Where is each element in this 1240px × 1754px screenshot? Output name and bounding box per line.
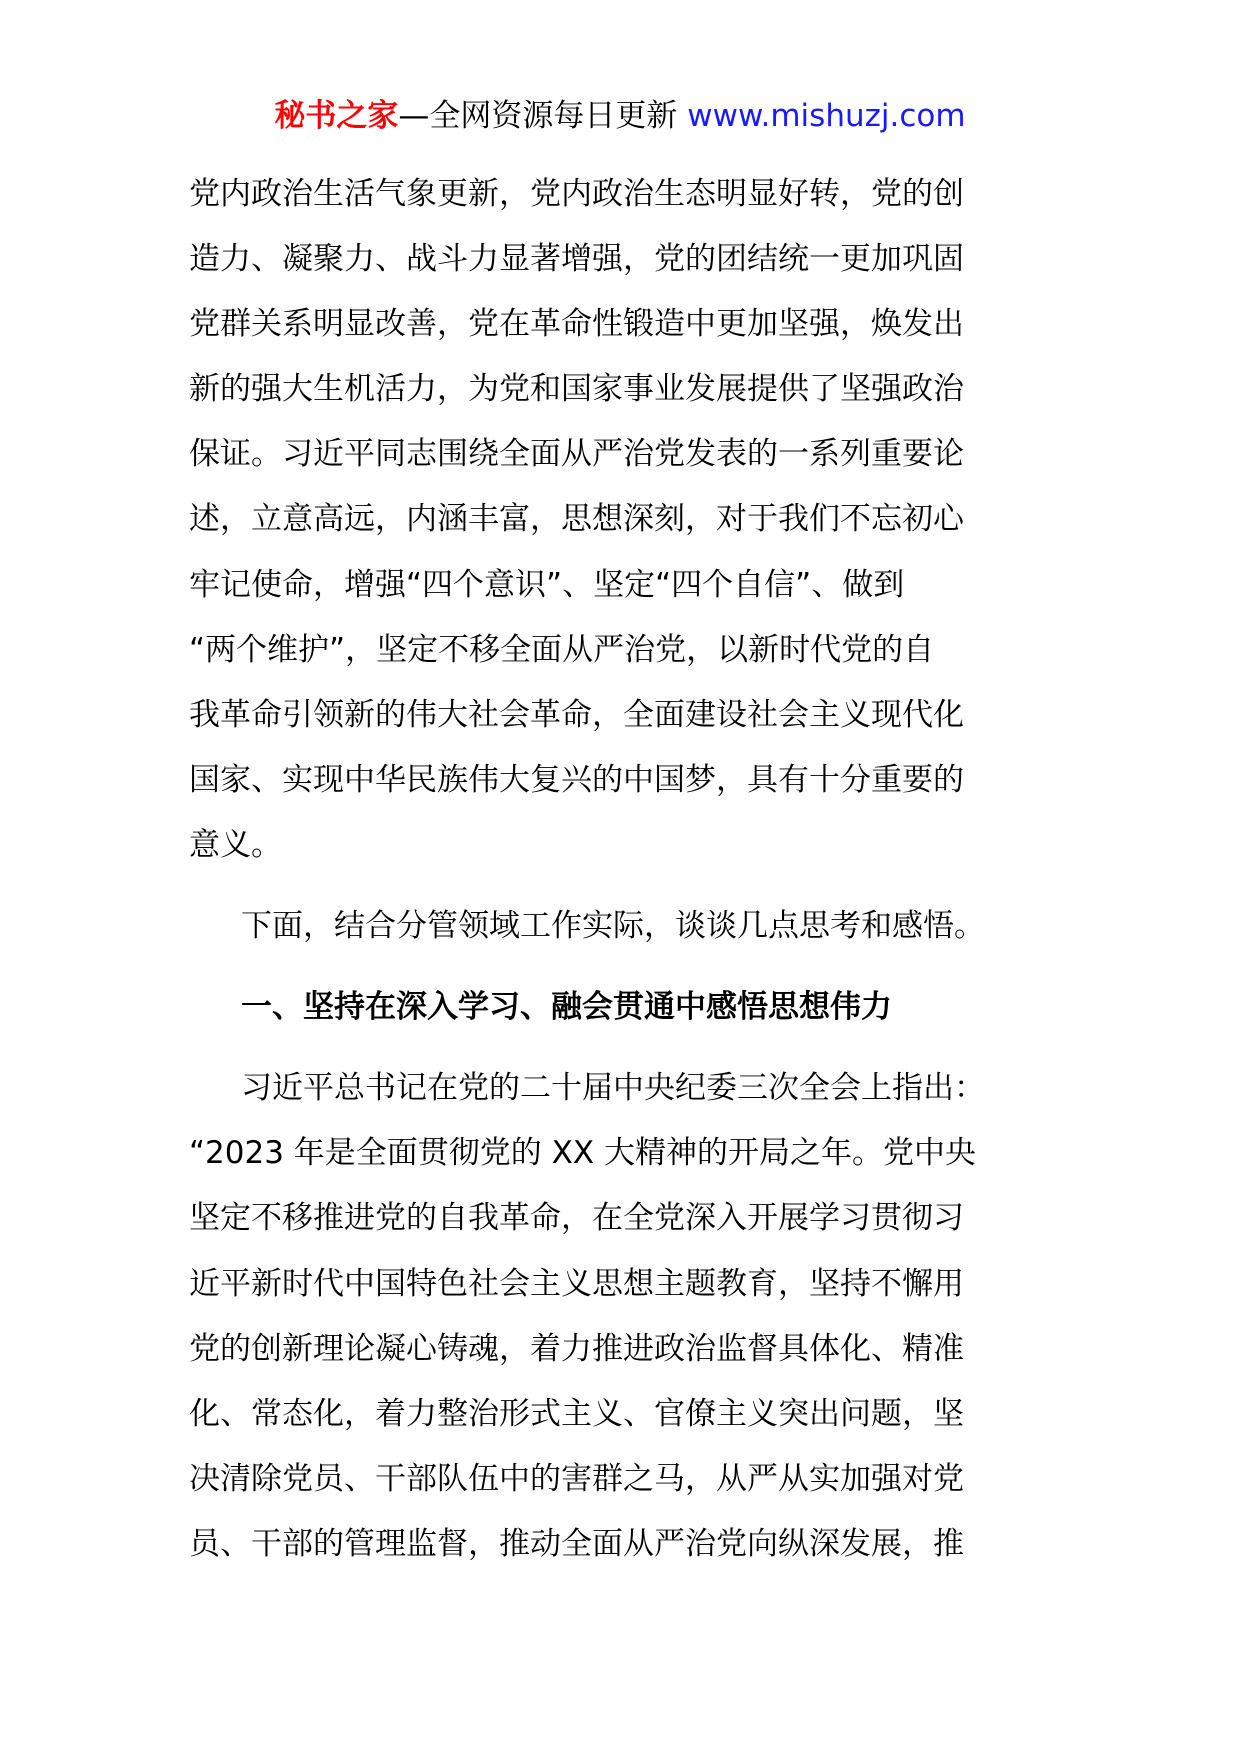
paragraph-section-1 — [189, 1056, 1055, 1577]
paragraph-gap — [189, 878, 1055, 894]
text-line: “2023 年是全面贯彻党的 XX 大精神的开局之年。党中央 — [189, 1135, 976, 1172]
paragraph-gap — [189, 1040, 1055, 1056]
text-line: 保证。习近平同志围绕全面从严治党发表的一系列重要论 — [189, 436, 964, 473]
section-heading-1: 一、坚持在深入学习、融会贯通中感悟思想伟力 — [241, 989, 892, 1026]
document-body — [189, 162, 1055, 1577]
header-tagline: —全网资源每日更新 — [398, 98, 678, 134]
text-line: 化、常态化，着力整治形式主义、官僚主义突出问题，坚 — [189, 1395, 964, 1432]
text-line: 决清除党员、干部队伍中的害群之马，从严从实加强对党 — [189, 1460, 964, 1497]
text-line: 坚定不移推进党的自我革命，在全党深入开展学习贯彻习 — [189, 1200, 964, 1237]
text-line: 意义。 — [189, 826, 282, 863]
text-line: “两个维护”，坚定不移全面从严治党，以新时代党的自 — [189, 631, 935, 668]
text-line: 党内政治生活气象更新，党内政治生态明显好转，党的创 — [189, 176, 964, 212]
paragraph-intro — [189, 162, 1055, 878]
text-line: 党群关系明显改善，党在革命性锻造中更加坚强，焕发出 — [189, 306, 964, 343]
text-line: 习近平总书记在党的二十届中央纪委三次全会上指出： — [241, 1070, 985, 1107]
text-line: 述，立意高远，内涵丰富，思想深刻，对于我们不忘初心 — [189, 501, 964, 538]
text-line: 新的强大生机活力，为党和国家事业发展提供了坚强政治 — [189, 371, 964, 408]
site-url-link[interactable]: www.mishuzj.com — [687, 98, 966, 134]
text-line: 牢记使命，增强“四个意识”、坚定“四个自信”、做到 — [189, 566, 905, 603]
paragraph-transition: 下面，结合分管领域工作实际，谈谈几点思考和感悟。 — [241, 908, 985, 945]
text-line: 员、干部的管理监督，推动全面从严治党向纵深发展，推 — [189, 1525, 964, 1562]
site-header — [0, 96, 1240, 136]
text-line: 国家、实现中华民族伟大复兴的中国梦，具有十分重要的 — [189, 761, 964, 798]
text-line: 我革命引领新的伟大社会革命，全面建设社会主义现代化 — [189, 696, 964, 733]
text-line: 造力、凝聚力、战斗力显著增强，党的团结统一更加巩固 — [189, 241, 964, 278]
brand-name: 秘书之家 — [274, 98, 399, 134]
text-line: 党的创新理论凝心铸魂，着力推进政治监督具体化、精准 — [189, 1330, 964, 1367]
text-line: 近平新时代中国特色社会主义思想主题教育，坚持不懈用 — [189, 1265, 964, 1302]
paragraph-gap — [189, 959, 1055, 975]
